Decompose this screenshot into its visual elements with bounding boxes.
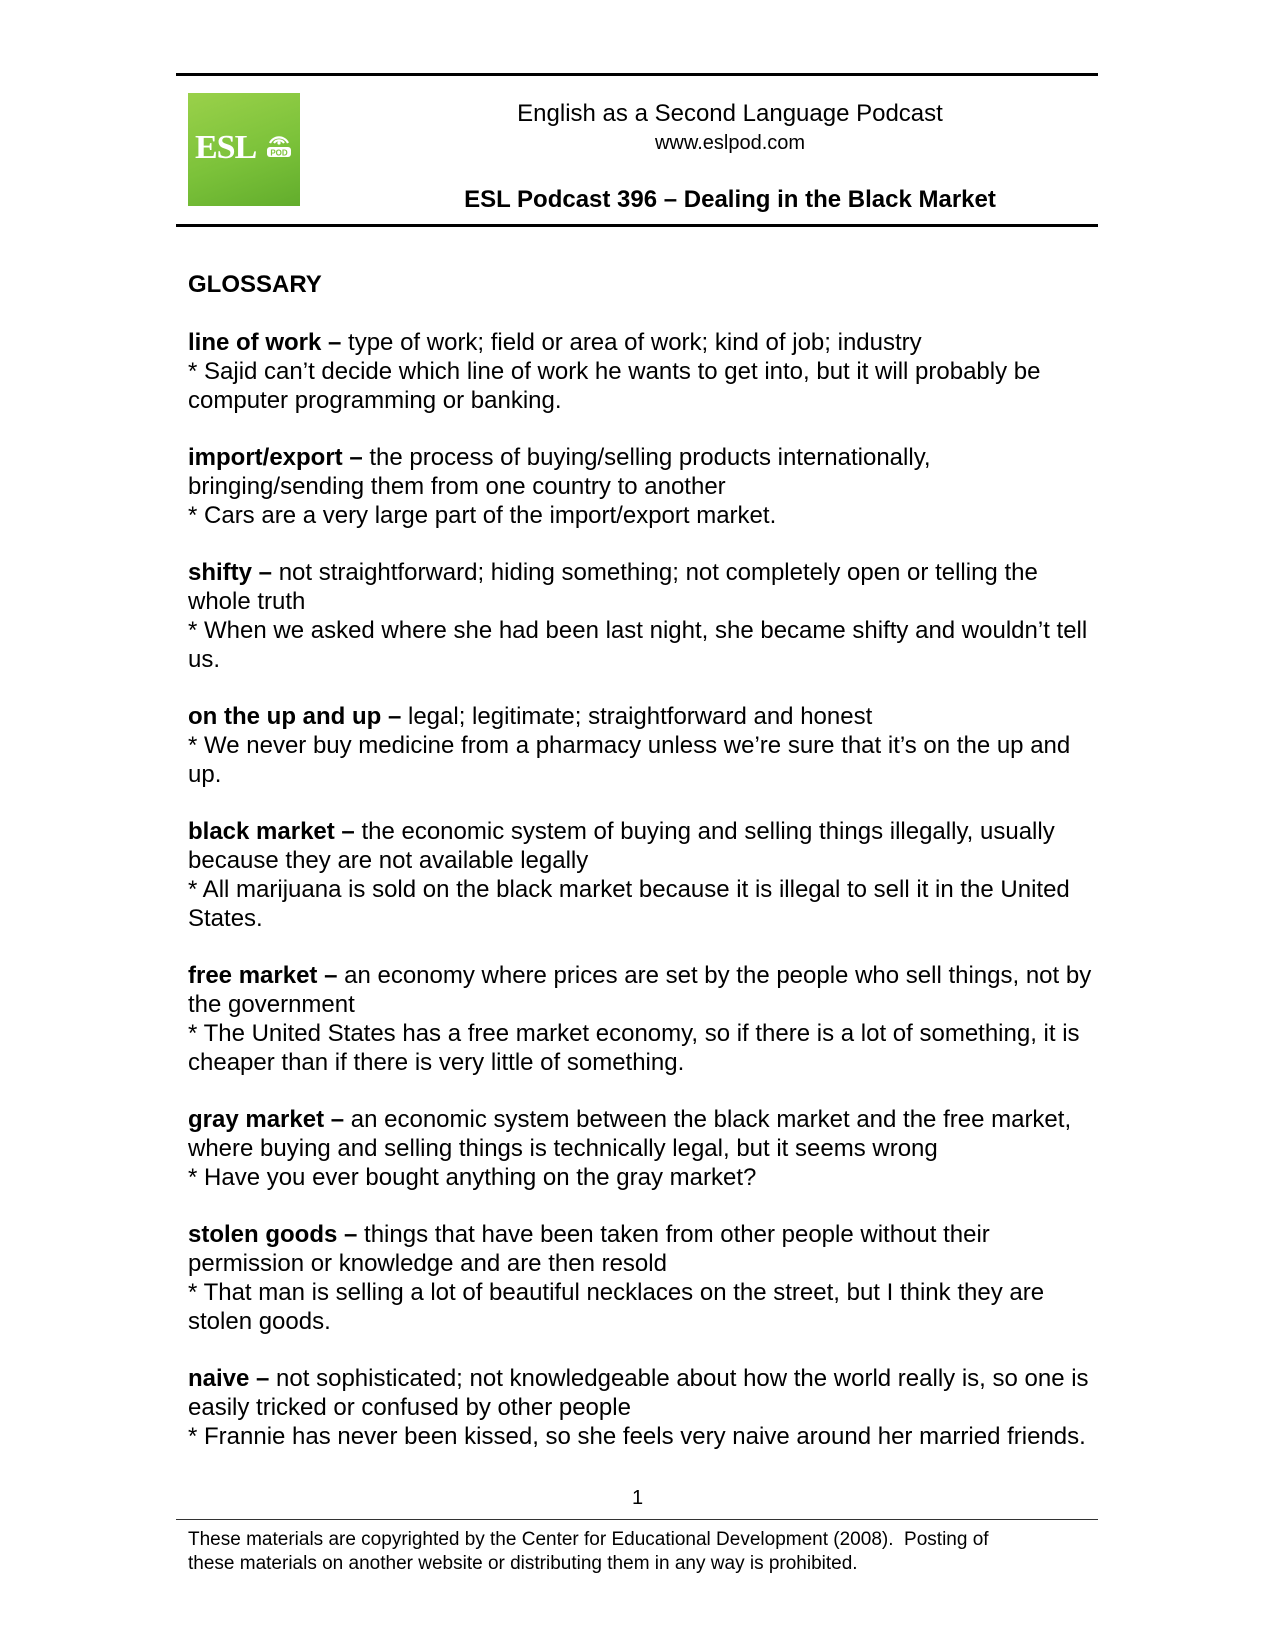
glossary-example: * Frannie has never been kissed, so she feels very naive around her married friends. [188,1423,1086,1450]
glossary-term: black market – [188,818,355,845]
glossary-entry [188,1105,1093,1192]
glossary-term: naive – [188,1365,270,1392]
glossary-entry [188,1364,1093,1451]
glossary-term: stolen goods – [188,1221,358,1248]
glossary-term: line of work – [188,329,342,356]
copyright-footer [188,1528,1088,1576]
footer-line: these materials on another website or distributing them in any way is prohibited. [188,1553,858,1574]
header-top-rule [176,73,1098,76]
episode-title: ESL Podcast 396 – Dealing in the Black Market [464,186,996,213]
glossary-definition: not sophisticated; not knowledgeable about how the world really is, so one is easily tricked or confused by other people [188,1365,1089,1421]
header-bottom-rule [176,224,1098,227]
glossary-example: * Sajid can’t decide which line of work he wants to get into, but it will probably be computer programming or banking. [188,358,1041,414]
glossary-term: gray market – [188,1106,345,1133]
page-number: 1 [631,1487,644,1509]
glossary-entry [188,961,1093,1077]
glossary-entry [188,1220,1093,1336]
glossary-example: * That man is selling a lot of beautiful necklaces on the street, but I think they are stolen goods. [188,1279,1045,1335]
glossary-term: import/export – [188,444,363,471]
glossary-definition: the process of buying/selling products internationally, bringing/sending them from one country to another [188,444,931,500]
glossary-example: * Cars are a very large part of the import/export market. [188,502,777,529]
glossary-term: free market – [188,962,338,989]
glossary-heading: GLOSSARY [188,271,322,298]
glossary-example: * Have you ever bought anything on the gray market? [188,1164,757,1191]
footer-rule [176,1519,1098,1520]
logo-text: ESL [195,129,257,166]
logo-badge-text: POD [270,148,288,158]
footer-line: These materials are copyrighted by the Center for Educational Development (2008). Posting of [188,1529,989,1550]
glossary-term: shifty – [188,559,273,586]
podcast-signal-icon [264,131,294,161]
glossary-definition: the economic system of buying and selling things illegally, usually because they are not available legally [188,818,1055,874]
glossary-example: * We never buy medicine from a pharmacy unless we’re sure that it’s on the up and up. [188,732,1071,788]
glossary-example: * When we asked where she had been last night, she became shifty and wouldn’t tell us. [188,617,1088,673]
glossary-entry [188,558,1093,674]
glossary-entry [188,817,1093,933]
glossary-entry [188,443,1093,530]
glossary-definition: legal; legitimate; straightforward and honest [401,703,873,730]
podcast-title: English as a Second Language Podcast [517,100,943,127]
glossary-definition: type of work; field or area of work; kind of job; industry [341,329,922,356]
glossary-definition: things that have been taken from other people without their permission or knowledge and are then resold [188,1221,990,1277]
glossary-section [188,270,1093,1479]
glossary-term: on the up and up – [188,703,402,730]
glossary-entry [188,702,1093,789]
glossary-entry [188,328,1093,415]
glossary-definition: an economy where prices are set by the people who sell things, not by the government [188,962,1092,1018]
glossary-example: * All marijuana is sold on the black market because it is illegal to sell it in the United States. [188,876,1070,932]
glossary-definition: not straightforward; hiding something; not completely open or telling the whole truth [188,559,1038,615]
glossary-definition: an economic system between the black market and the free market, where buying and selling things is technically legal, but it seems wrong [188,1106,1072,1162]
podcast-url: www.eslpod.com [654,132,806,154]
eslpod-logo [188,93,300,206]
glossary-example: * The United States has a free market economy, so if there is a lot of something, it is cheaper than if there is very little of something. [188,1020,1080,1076]
